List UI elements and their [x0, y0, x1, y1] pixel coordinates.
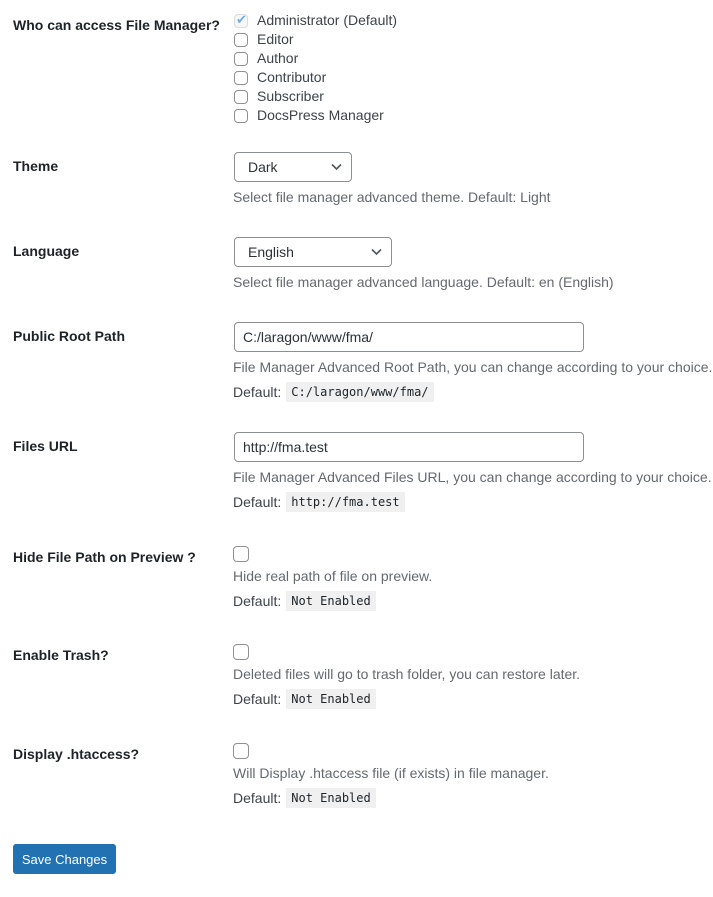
checkbox-subscriber[interactable]: [234, 90, 248, 104]
default-value: http://fma.test: [286, 492, 404, 512]
trash-default: [233, 689, 376, 709]
role-checkbox-list: [233, 11, 397, 125]
hide-path-checkbox[interactable]: [233, 546, 249, 562]
role-label: Administrator (Default): [257, 12, 398, 28]
role-administrator: [233, 11, 397, 30]
theme-description: Select file manager advanced theme. Default: Light: [233, 189, 551, 205]
theme-select[interactable]: [234, 152, 352, 182]
files-url-input[interactable]: [234, 432, 584, 462]
root-path-input[interactable]: [234, 322, 584, 352]
root-path-label: Public Root Path: [13, 328, 125, 344]
access-label: Who can access File Manager?: [13, 17, 220, 33]
role-label[interactable]: Subscriber: [257, 88, 324, 104]
htaccess-description: Will Display .htaccess file (if exists) in file manager.: [233, 765, 549, 781]
language-selected-value: English: [248, 244, 294, 260]
theme-selected-value: Dark: [248, 159, 278, 175]
default-label: Default:: [233, 593, 282, 609]
role-editor[interactable]: [233, 30, 397, 49]
default-value: Not Enabled: [286, 591, 375, 611]
role-docspress-manager[interactable]: [233, 106, 397, 125]
default-label: Default:: [233, 384, 282, 400]
theme-label: Theme: [13, 158, 59, 174]
files-url-default: [233, 492, 405, 512]
checkbox-editor[interactable]: [234, 33, 248, 47]
save-changes-button[interactable]: Save Changes: [13, 844, 116, 874]
hide-path-label: Hide File Path on Preview ?: [13, 549, 196, 565]
role-label[interactable]: Contributor: [257, 69, 327, 85]
files-url-description: File Manager Advanced Files URL, you can change according to your choice.: [233, 469, 712, 485]
files-url-label: Files URL: [13, 438, 78, 454]
checkbox-contributor[interactable]: [234, 71, 248, 85]
language-label: Language: [13, 243, 80, 259]
role-author[interactable]: [233, 49, 397, 68]
role-label[interactable]: Editor: [257, 31, 294, 47]
language-select[interactable]: [234, 237, 392, 267]
checkbox-author[interactable]: [234, 52, 248, 66]
default-label: Default:: [233, 691, 282, 707]
default-value: Not Enabled: [286, 689, 375, 709]
language-description: Select file manager advanced language. Default: en (English): [233, 274, 614, 290]
chevron-down-icon: [331, 161, 342, 172]
role-subscriber[interactable]: [233, 87, 397, 106]
role-label[interactable]: DocsPress Manager: [257, 107, 384, 123]
checkbox-docspress-manager[interactable]: [234, 109, 248, 123]
htaccess-checkbox[interactable]: [233, 743, 249, 759]
hide-path-default: [233, 591, 376, 611]
role-label[interactable]: Author: [257, 50, 299, 66]
hide-path-description: Hide real path of file on preview.: [233, 568, 433, 584]
default-value: C:/laragon/www/fma/: [286, 382, 433, 402]
trash-checkbox[interactable]: [233, 644, 249, 660]
trash-label: Enable Trash?: [13, 647, 109, 663]
chevron-down-icon: [371, 246, 382, 257]
root-path-description: File Manager Advanced Root Path, you can change according to your choice.: [233, 359, 713, 375]
default-label: Default:: [233, 790, 282, 806]
role-contributor[interactable]: [233, 68, 397, 87]
trash-description: Deleted files will go to trash folder, you can restore later.: [233, 666, 581, 682]
checkbox-administrator: [234, 11, 248, 28]
htaccess-default: [233, 788, 376, 808]
htaccess-label: Display .htaccess?: [13, 746, 140, 762]
checkmark-icon: ✔: [236, 11, 247, 27]
default-value: Not Enabled: [286, 788, 375, 808]
default-label: Default:: [233, 494, 282, 510]
root-path-default: [233, 382, 434, 402]
